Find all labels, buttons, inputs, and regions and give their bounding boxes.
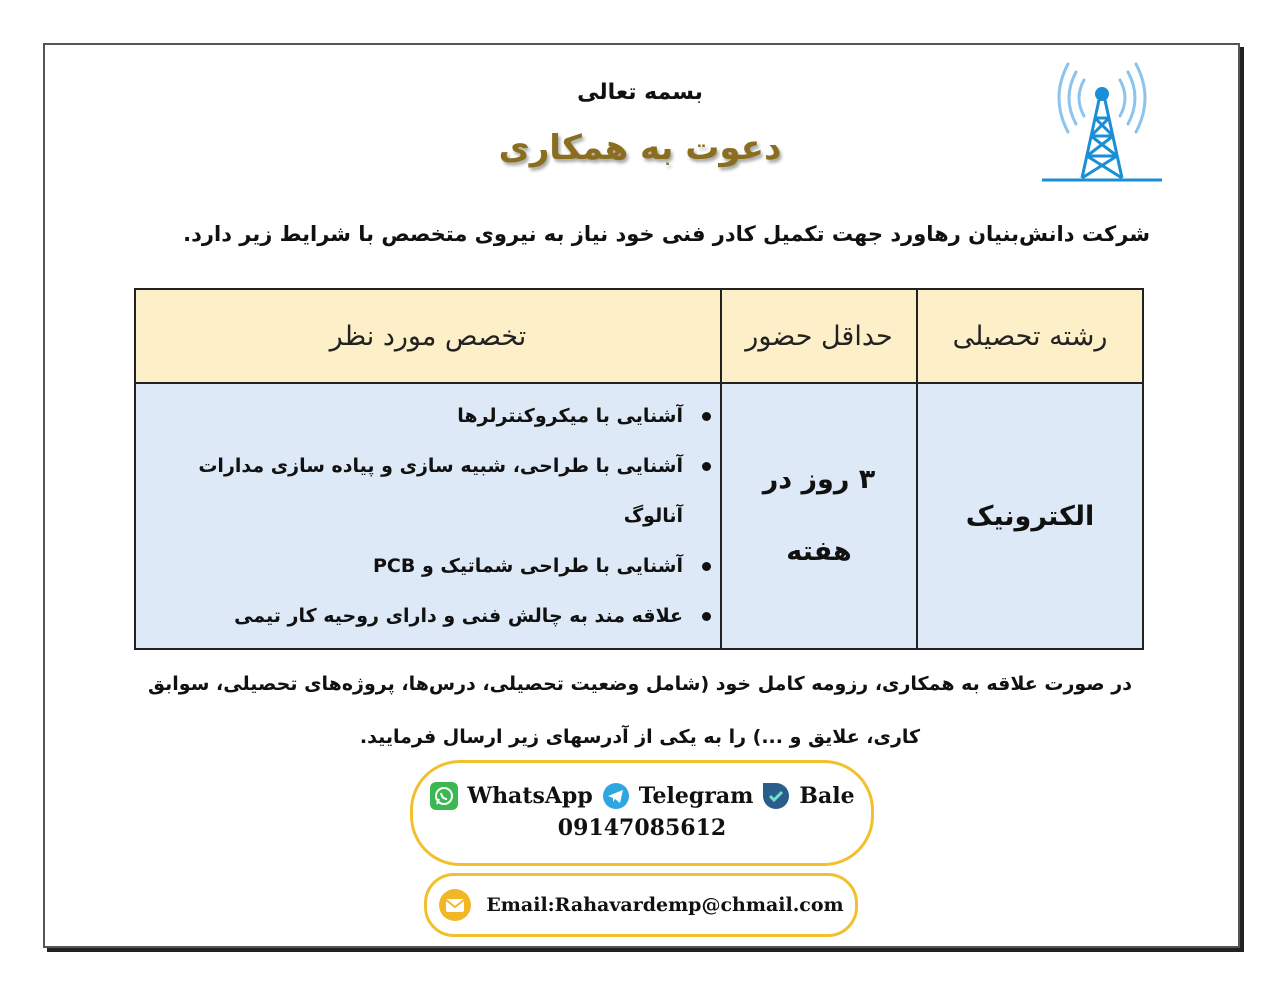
specialty-list xyxy=(137,391,719,641)
list-item: آشنایی با طراحی شماتیک و PCB xyxy=(151,541,691,591)
attendance-cell xyxy=(721,383,917,649)
apps-row xyxy=(413,781,871,811)
whatsapp-icon[interactable] xyxy=(429,781,459,811)
field-cell: الکترونیک xyxy=(917,383,1143,649)
email-address[interactable]: Email:Rahavardemp@chmail.com xyxy=(486,894,844,916)
attendance-line: ۳ روز در xyxy=(762,464,876,495)
header-field: رشته تحصیلی xyxy=(917,289,1143,383)
besmeh-heading: بسمه تعالی xyxy=(577,80,703,105)
requirements-table xyxy=(134,288,1144,650)
bale-icon[interactable] xyxy=(761,781,791,811)
intro-text: شرکت دانش‌بنیان رهاورد جهت تکمیل کادر فنی خود نیاز به نیروی متخصص با شرایط زیر دارد. xyxy=(183,222,1150,246)
email-contact-box xyxy=(424,873,858,937)
attendance-line: هفته xyxy=(786,536,852,567)
list-item: علاقه مند به چالش فنی و دارای روحیه کار تیمی xyxy=(151,591,691,641)
whatsapp-label: WhatsApp xyxy=(467,783,593,809)
header-attendance: حداقل حضور xyxy=(721,289,917,383)
bale-label: Bale xyxy=(799,783,855,809)
table-row xyxy=(135,383,1143,649)
envelope-icon xyxy=(438,888,472,922)
phone-number[interactable]: 09147085612 xyxy=(557,815,727,841)
messenger-contact-box xyxy=(410,760,874,866)
radio-tower-icon xyxy=(1040,52,1165,187)
telegram-icon[interactable] xyxy=(601,781,631,811)
header-specialty: تخصص مورد نظر xyxy=(135,289,721,383)
outro-text: در صورت علاقه به همکاری، رزومه کامل خود (شامل وضعیت تحصیلی، درس‌ها، پروژه‌های تحصیلی، سوابق کاری، علایق و ...) را به یکی از آدرسهای زیر ارسال فرمایید. xyxy=(148,673,1132,748)
list-item: آشنایی با میکروکنترلرها xyxy=(151,391,691,441)
specialty-cell xyxy=(135,383,721,649)
list-item: آشنایی با طراحی، شبیه سازی و پیاده سازی مدارات آنالوگ xyxy=(151,441,691,541)
page-title: دعوت به همکاری xyxy=(498,128,782,168)
table-header-row xyxy=(135,289,1143,383)
telegram-label: Telegram xyxy=(638,783,754,809)
